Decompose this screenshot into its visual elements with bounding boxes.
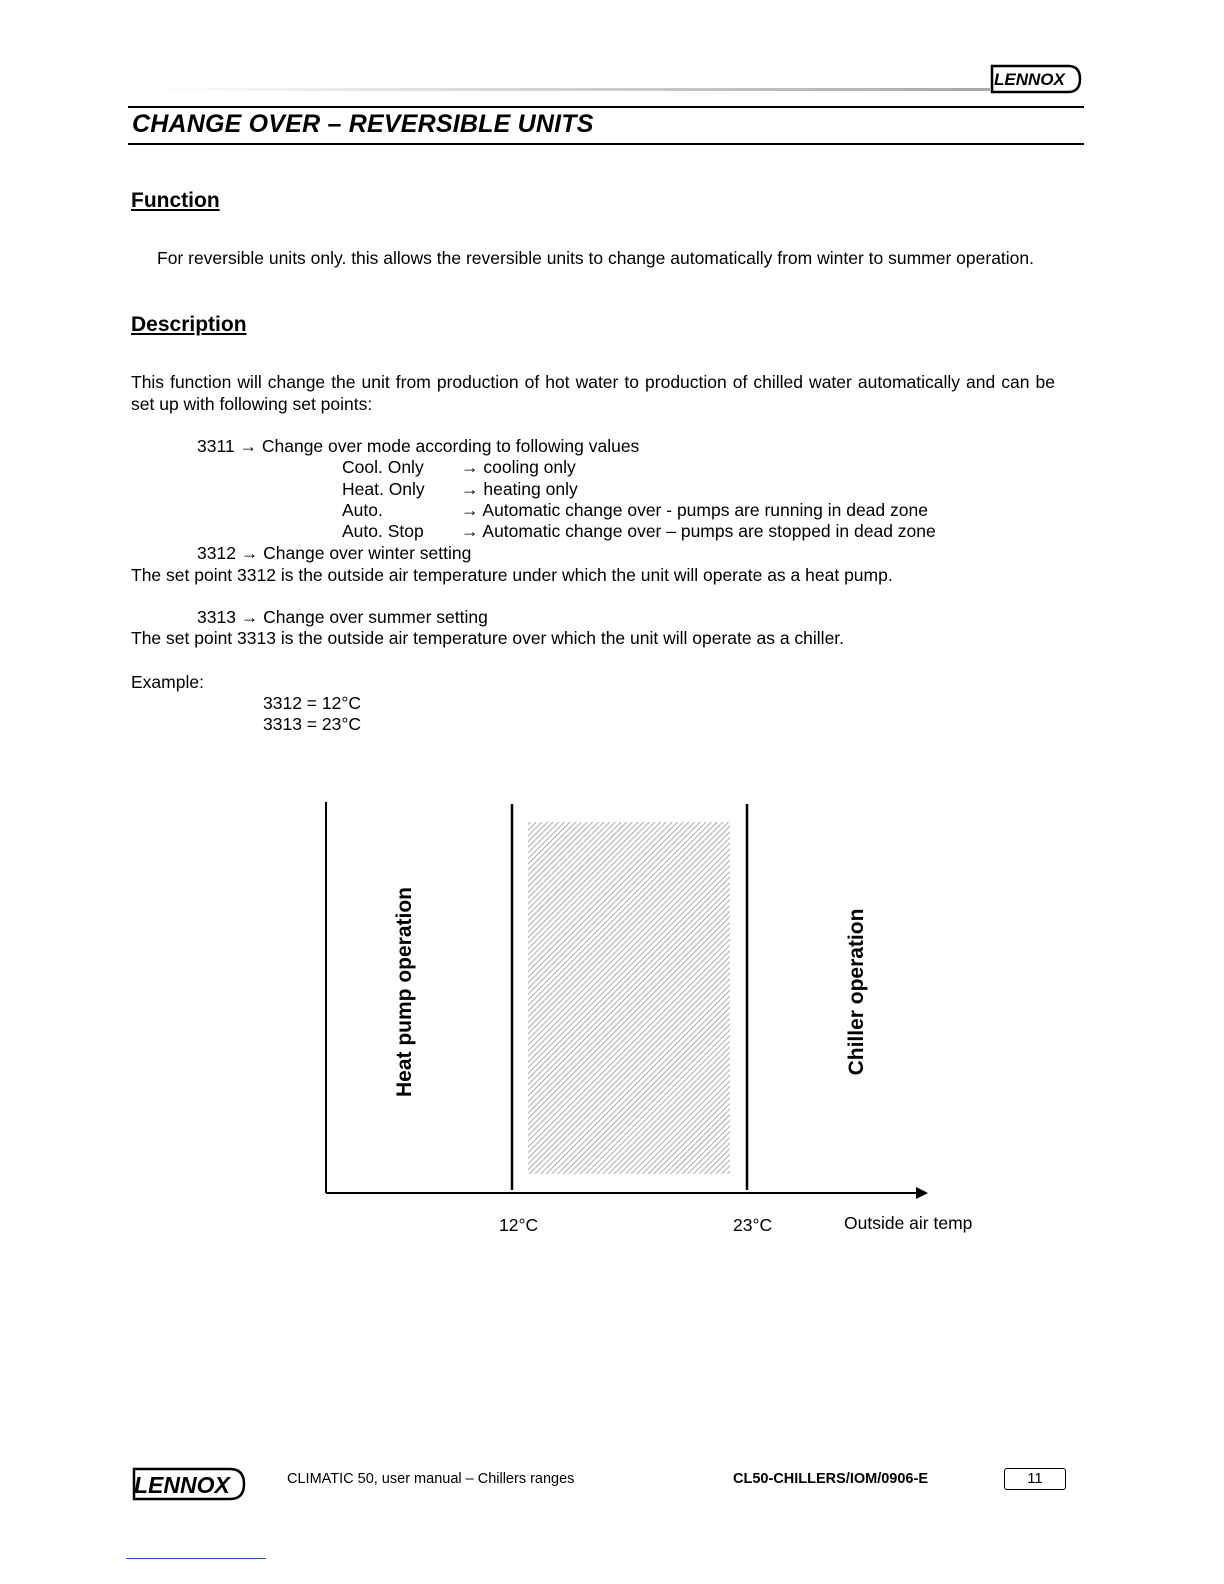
title-rule-bottom	[128, 143, 1084, 145]
function-text: For reversible units only. this allows the reversible units to change automatically from winter to summer operation.	[157, 248, 1034, 268]
title-rule-top	[128, 106, 1084, 108]
lennox-footer-logo-icon	[130, 1466, 248, 1506]
example-line: 3312 = 12°C	[263, 693, 361, 713]
mode-value: → Automatic change over - pumps are running in dead zone	[461, 500, 928, 520]
mode-value: → heating only	[461, 479, 578, 499]
threshold-label-23: 23°C	[733, 1215, 773, 1235]
mode-name: Auto. Stop	[342, 521, 424, 541]
bottom-link-rule	[126, 1558, 266, 1559]
x-axis-arrow-icon	[916, 1187, 928, 1199]
description-intro: This function will change the unit from production of hot water to production of chilled water automatically and can be set up with following set points:	[131, 372, 1055, 414]
page-number: 11	[1004, 1468, 1066, 1490]
threshold-label-12: 12°C	[499, 1215, 539, 1235]
dead-zone-hatch	[528, 822, 730, 1174]
mode-name: Auto.	[342, 500, 383, 520]
mode-value: → Automatic change over – pumps are stopped in dead zone	[461, 521, 936, 541]
setpoint-3313-text: The set point 3313 is the outside air temperature over which the unit will operate as a chiller.	[131, 628, 845, 648]
description-heading: Description	[131, 313, 247, 336]
x-axis-label: Outside air temp	[844, 1213, 973, 1233]
heat-pump-region-label: Heat pump operation	[393, 886, 416, 1098]
mode-name: Cool. Only	[342, 457, 424, 477]
example-label: Example:	[131, 672, 204, 692]
footer-manual-title: CLIMATIC 50, user manual – Chillers ranges	[287, 1471, 575, 1487]
setpoint-3312: 3312 → Change over winter setting	[197, 543, 472, 563]
chiller-region-label: Chiller operation	[845, 908, 868, 1076]
mode-value: → cooling only	[461, 457, 576, 477]
logo-footer-text: LENNOX	[134, 1472, 230, 1498]
footer-doc-code: CL50-CHILLERS/IOM/0906-E	[733, 1471, 928, 1487]
page-title: CHANGE OVER – REVERSIBLE UNITS	[132, 110, 594, 138]
example-line: 3313 = 23°C	[263, 714, 361, 734]
header-gradient-rule	[150, 88, 990, 91]
setpoint-3311: 3311 → Change over mode according to following values	[197, 436, 640, 456]
function-heading: Function	[131, 189, 220, 212]
setpoint-3312-text: The set point 3312 is the outside air temperature under which the unit will operate as a heat pump.	[131, 565, 893, 585]
logo-top-text: LENNOX	[994, 70, 1065, 89]
lennox-logo-icon	[988, 64, 1082, 94]
setpoint-3313: 3313 → Change over summer setting	[197, 607, 488, 627]
mode-name: Heat. Only	[342, 479, 425, 499]
